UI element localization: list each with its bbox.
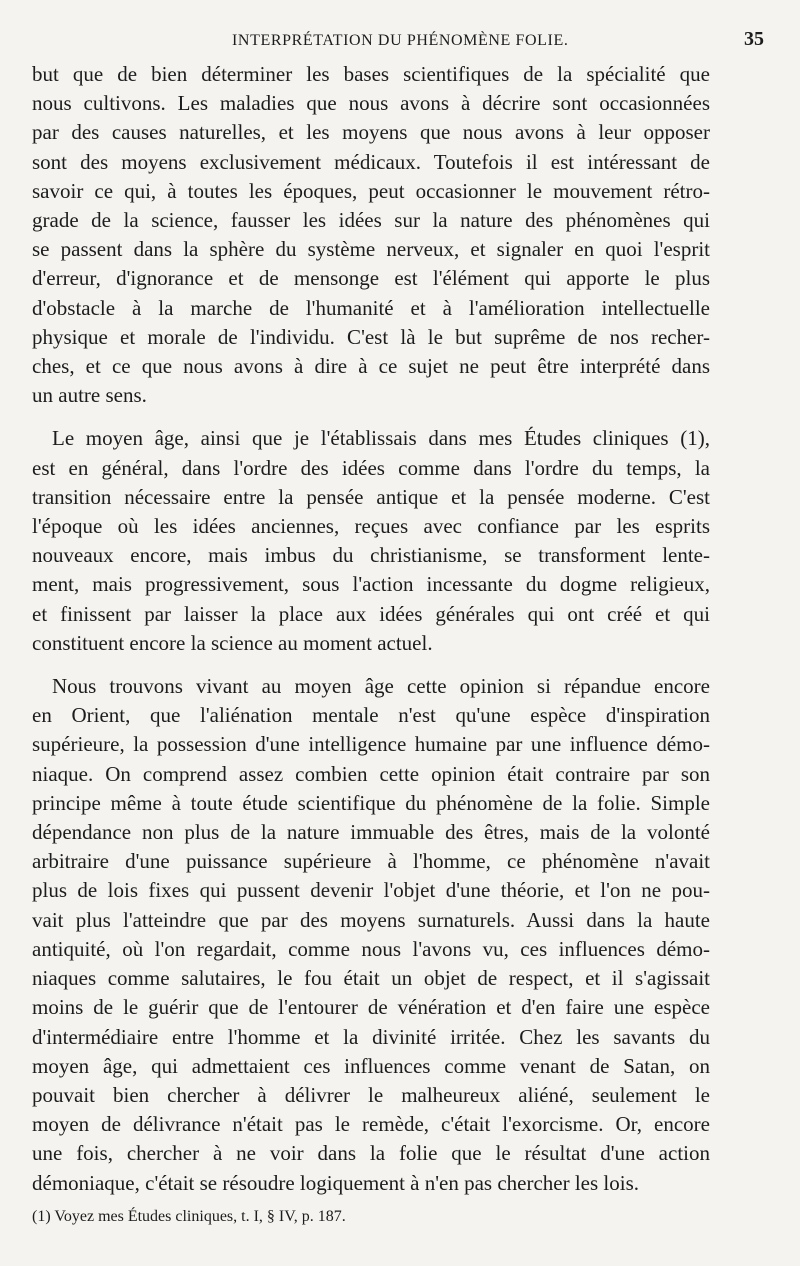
text-line: moins de le guérir que de l'entourer de vénération et d'en faire une espèce (32, 995, 710, 1020)
text-line: grade de la science, fausser les idées sur la nature des phénomènes qui (32, 208, 710, 233)
text-line: plus de lois fixes qui pussent devenir l'objet d'une théorie, et l'on ne pou- (32, 878, 710, 903)
paragraph-2 (32, 424, 710, 658)
text-line: l'époque où les idées anciennes, reçues avec confiance par les esprits (32, 514, 710, 539)
text-line: ches, et ce que nous avons à dire à ce sujet ne peut être interprété dans (32, 354, 710, 379)
text-line: niaques comme salutaires, le fou était un objet de respect, et il s'agissait (32, 966, 710, 991)
paragraph-3 (32, 672, 710, 1198)
footnote: (1) Voyez mes Études cliniques, t. I, § IV, p. 187. (32, 1208, 346, 1225)
paragraph-1 (32, 60, 710, 410)
text-line: dépendance non plus de la nature immuable des êtres, mais de la volonté (32, 820, 710, 845)
text-line: d'intermédiaire entre l'homme et la divinité irritée. Chez les savants du (32, 1024, 710, 1049)
text-line: démoniaque, c'était se résoudre logiquement à n'en pas chercher les lois. (32, 1170, 640, 1195)
text-line: une fois, chercher à ne voir dans la folie que le résultat d'une action (32, 1141, 710, 1166)
text-line: vait plus l'atteindre que par des moyens surnaturels. Aussi dans la haute (32, 907, 710, 932)
text-line: nouveaux encore, mais imbus du christianisme, se transforment lente- (32, 543, 710, 568)
text-line: savoir ce qui, à toutes les époques, peut occasionner le mouvement rétro- (32, 178, 710, 203)
text-line: sont des moyens exclusivement médicaux. Toutefois il est intéressant de (32, 149, 710, 174)
text-line: pouvait bien chercher à délivrer le malheureux aliéné, seulement le (32, 1082, 710, 1107)
text-line: transition nécessaire entre la pensée antique et la pensée moderne. C'est (32, 484, 710, 509)
page-number: 35 (744, 28, 764, 50)
text-line: ment, mais progressivement, sous l'action incessante du dogme religieux, (32, 572, 710, 597)
text-line: en Orient, que l'aliénation mentale n'est qu'une espèce d'inspiration (32, 703, 710, 728)
text-line: niaque. On comprend assez combien cette opinion était contraire par son (32, 761, 710, 786)
text-line: moyen âge, qui admettaient ces influences comme venant de Satan, on (32, 1053, 710, 1078)
running-title: INTERPRÉTATION DU PHÉNOMÈNE FOLIE. (232, 32, 569, 49)
text-line: est en général, dans l'ordre des idées comme dans l'ordre du temps, la (32, 455, 710, 480)
text-line: arbitraire d'une puissance supérieure à l'homme, ce phénomène n'avait (32, 849, 710, 874)
text-line: se passent dans la sphère du système nerveux, et signaler en quoi l'esprit (32, 237, 710, 262)
text-line: constituent encore la science au moment actuel. (32, 630, 433, 655)
text-line: physique et morale de l'individu. C'est là le but suprême de nos recher- (32, 324, 710, 349)
text-line: Le moyen âge, ainsi que je l'établissais dans mes Études cliniques (1), (52, 426, 710, 451)
text-line: d'obstacle à la marche de l'humanité et à l'amélioration intellectuelle (32, 295, 710, 320)
text-line: antiquité, où l'on regardait, comme nous l'avons vu, ces influences démo- (32, 936, 710, 961)
text-line: Nous trouvons vivant au moyen âge cette opinion si répandue encore (52, 674, 710, 699)
text-line: un autre sens. (32, 383, 147, 408)
text-line: principe même à toute étude scientifique du phénomène de la folie. Simple (32, 790, 710, 815)
body-text (32, 60, 710, 1212)
text-line: supérieure, la possession d'une intelligence humaine par une influence démo- (32, 732, 710, 757)
text-line: nous cultivons. Les maladies que nous avons à décrire sont occasionnées (32, 91, 710, 116)
text-line: moyen de délivrance n'était pas le remède, c'était l'exorcisme. Or, encore (32, 1112, 710, 1137)
text-line: par des causes naturelles, et les moyens que nous avons à leur opposer (32, 120, 710, 145)
text-line: et finissent par laisser la place aux idées générales qui ont créé et qui (32, 601, 710, 626)
text-line: but que de bien déterminer les bases scientifiques de la spécialité que (32, 62, 710, 86)
text-line: d'erreur, d'ignorance et de mensonge est l'élément qui apporte le plus (32, 266, 710, 291)
page-header (32, 28, 764, 56)
